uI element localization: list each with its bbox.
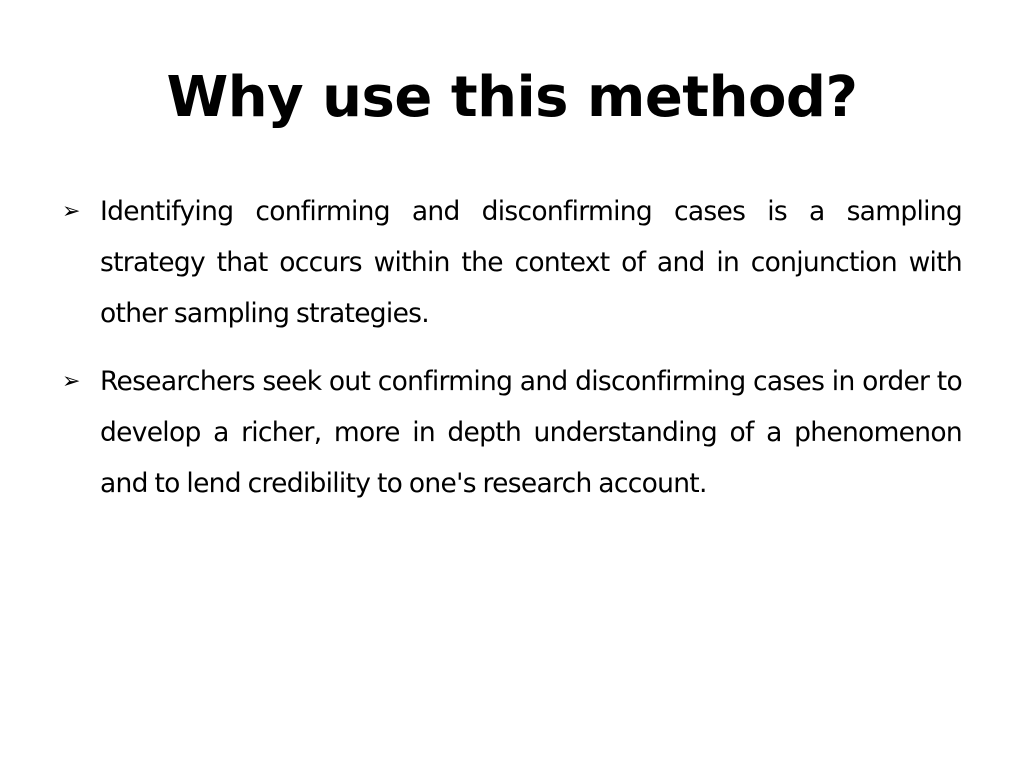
arrow-bullet-icon: ➢ bbox=[62, 199, 81, 224]
slide-title: Why use this method? bbox=[166, 65, 858, 130]
bullet-text: Identifying confirming and disconfirming cases is a sampling strategy that occurs within the context of and in conjunction with other sampling strategies. bbox=[100, 196, 962, 329]
bullet-list bbox=[62, 186, 962, 526]
bullet-text: Researchers seek out confirming and disconfirming cases in order to develop a richer, more in depth understanding of a phenomenon and to lend credibility to one's research account. bbox=[100, 366, 962, 499]
bullet-item bbox=[62, 356, 962, 509]
arrow-bullet-icon: ➢ bbox=[62, 369, 81, 394]
bullet-item bbox=[62, 186, 962, 339]
